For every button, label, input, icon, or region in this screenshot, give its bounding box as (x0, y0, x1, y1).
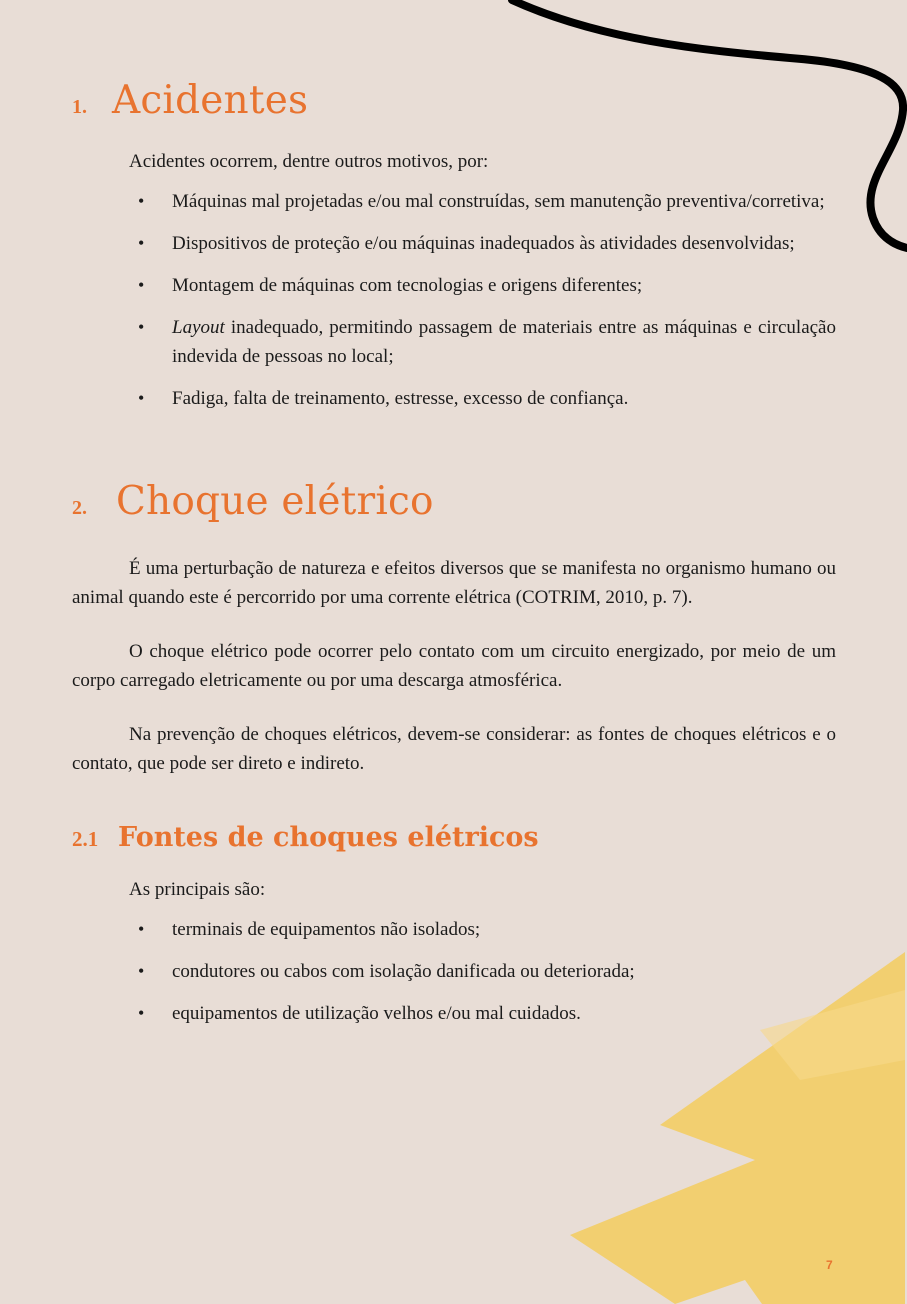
fontes-list (72, 915, 836, 1028)
fontes-intro: As principais são: (129, 879, 266, 900)
bullet-icon: • (138, 191, 145, 211)
bullet-icon: • (138, 388, 145, 408)
list-item: • Máquinas mal projetadas e/ou mal construídas, sem manutenção preventiva/corretiva; (72, 187, 836, 216)
section-heading-choque (72, 479, 836, 524)
list-item: • Dispositivos de proteção e/ou máquinas inadequados às atividades desenvolvidas; (72, 229, 836, 258)
bullet-icon: • (138, 961, 145, 981)
choque-paragraph-1: É uma perturbação de natureza e efeitos diversos que se manifesta no organismo humano ou animal quando este é percorrido por uma corrente elétrica (COTRIM, 2010, p. 7). (72, 558, 836, 608)
italic-term: Layout (172, 317, 225, 338)
bullet-icon: • (138, 919, 145, 939)
choque-paragraph-2: O choque elétrico pode ocorrer pelo contato com um circuito energizado, por meio de um corpo carregado eletricamente ou por uma descarga atmosférica. (72, 641, 836, 691)
section-title: Choque elétrico (116, 479, 434, 524)
list-item: • Fadiga, falta de treinamento, estresse, excesso de confiança. (72, 384, 836, 413)
subsection-title: Fontes de choques elétricos (118, 822, 539, 853)
subsection-number: 2.1 (72, 827, 99, 851)
section-number: 2. (72, 497, 87, 519)
list-item: • condutores ou cabos com isolação danificada ou deteriorada; (72, 957, 836, 986)
bullet-icon: • (138, 1003, 145, 1023)
choque-paragraph-3: Na prevenção de choques elétricos, devem-se considerar: as fontes de choques elétricos e o contato, que pode ser direto e indireto. (72, 724, 836, 774)
acidentes-list (72, 187, 836, 413)
section-heading-acidentes (72, 78, 836, 123)
bullet-icon: • (138, 317, 145, 337)
acidentes-intro: Acidentes ocorrem, dentre outros motivos, por: (129, 151, 489, 172)
list-item: • equipamentos de utilização velhos e/ou mal cuidados. (72, 999, 836, 1028)
section-number: 1. (72, 96, 87, 118)
bullet-icon: • (138, 275, 145, 295)
section-title: Acidentes (112, 78, 309, 123)
list-item: • Montagem de máquinas com tecnologias e origens diferentes; (72, 271, 836, 300)
bullet-icon: • (138, 233, 145, 253)
page-number: 7 (826, 1258, 833, 1272)
subsection-heading-fontes (72, 822, 836, 853)
list-item: • terminais de equipamentos não isolados; (72, 915, 836, 944)
list-item: • Layout inadequado, permitindo passagem de materiais entre as máquinas e circulação indevida de pessoas no local; (72, 313, 836, 371)
main-content (72, 70, 836, 1028)
